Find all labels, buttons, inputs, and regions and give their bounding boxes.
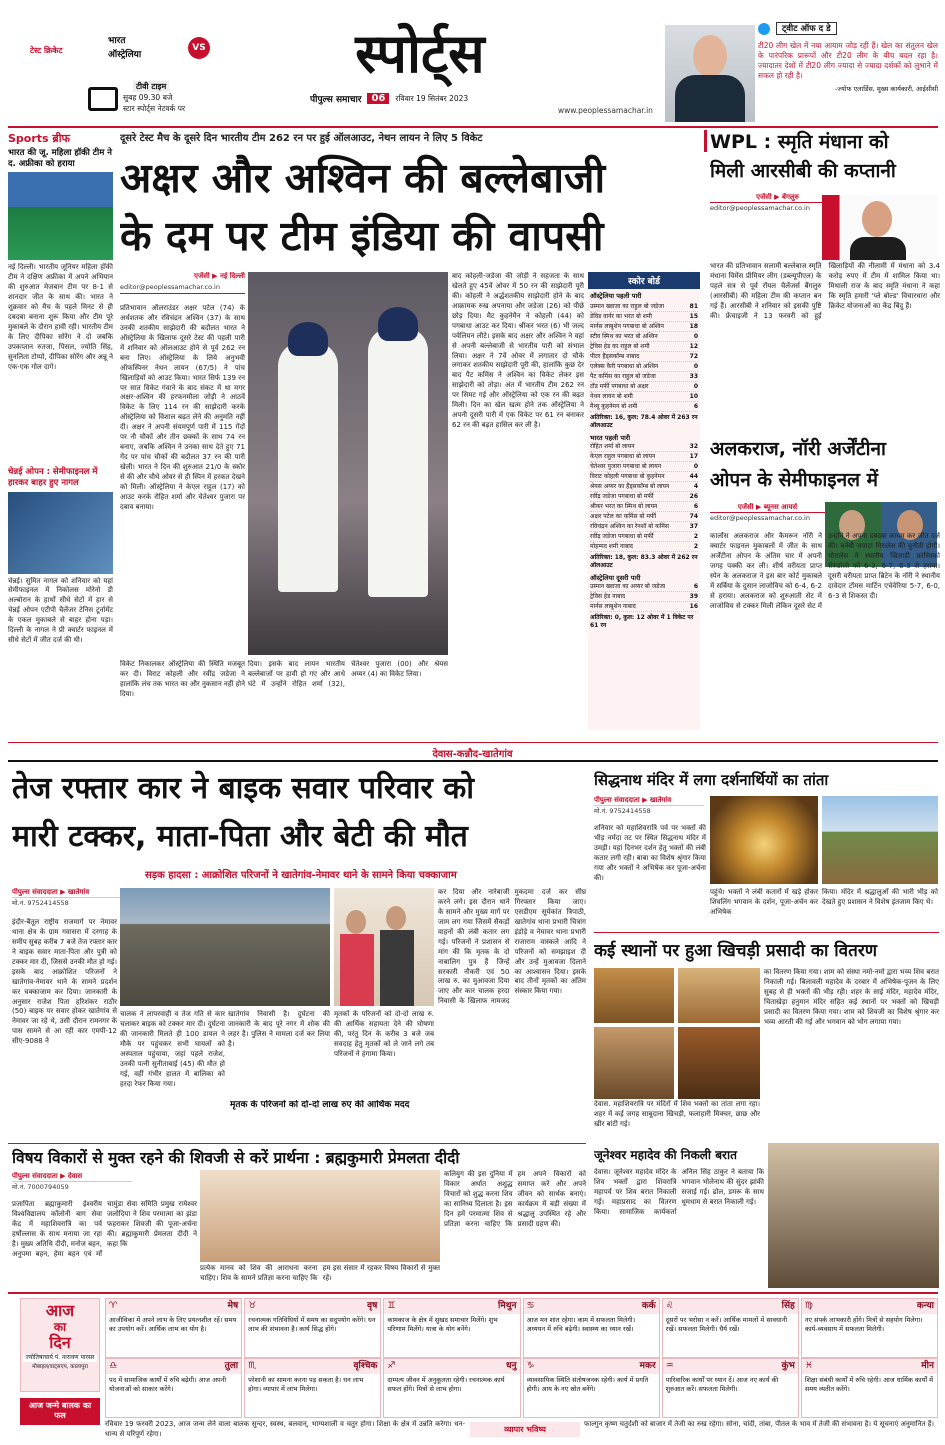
score-row bbox=[590, 362, 698, 372]
ind-innings-total: अतिरिक्त: 18, कुल: 83.3 ओवर में 262 रन ऑलआउट bbox=[590, 554, 698, 569]
sports-brief bbox=[8, 131, 113, 751]
alcaraz-text: कार्लोस अलकराज और कैमरून नॉरी ने क्वार्टर फाइनल मुकाबलों में जीत के साथ अर्जेंटीना ओपन के अंतिम चार में अपनी जगह पक्की कर ली। शीर्ष वरीयता प्राप्त स्पेन के अलकराज ने इस बार कोर्ट मुकाबले में सर्बिया के दुसान लाजोविच को 6-4, 6-2 से हराया। अलकराज को शुरुआती सेट में लाजोविच से टक्कर मिली लेकिन दूसरे सेट में उन्होंने ने अपना दबदबा कायम कर जीत दर्ज की। बर्नबी जपाटा मिरालेस की चुनौती होगी। मोरालेस ने स्थानीय खिलाड़ी फ्रांसिस्को सेरुंडोलो को 6-3, 6-7, 6-3 से हराया। दूसरी वरीयता प्राप्त ब्रिटेन के नॉरी ने स्थानीय दावेदार टॉमस मार्टिन एचेवेरिया 5-7, 6-0, 6-3 से शिकस्त दी। bbox=[710, 532, 940, 610]
runs: 6 bbox=[693, 403, 698, 410]
accident-text: इंदौर-बैतूल राष्ट्रीय राजमार्ग पर नेमावर थाना क्षेत्र के ग्राम गवासरा में दरगाह के समीप सुबह करीब 7 बजे तेज रफ्तार कार ने बाइक सवार माता-पिता और पुत्री को टक्कर मार दी, जिससे उनकी मौत हो गई। इसके बाद आक्रोशित परिजनों ने खातेगांव-नेमावर थाने के सामने प्रदर्शन कर चक्काजाम कर दिया। जानकारी के अनुसार राजेश पिता हरिशंकर राठौर (50) बाइक पर सवार होकर खातेगांव से नेमावर जा रहे थे, उसी दौरान रामनगर के पास सामने से आ रही कार एमपी-12 सीए-9088 ने bbox=[12, 918, 117, 1046]
rashi-text: नए संपर्क लाभकारी होंगे। मित्रों से सहयोग मिलेगा। कार्य-व्यवसाय में सफलता मिलेगी। bbox=[804, 1315, 923, 1333]
zodiac-icon: ♏ bbox=[248, 1361, 257, 1371]
twitter-icon bbox=[758, 23, 770, 35]
runs: 2 bbox=[693, 543, 698, 550]
batsman: मैथ्यू कुहनेमन बो शमी bbox=[590, 403, 638, 410]
paper-name: पीपुल्स समाचार bbox=[310, 95, 362, 105]
lead-col-bottom-1: दिया। इसके बाद लायन भारतीय बल्लेबाजों पर हावी हो गए और आधे घंटे में उन्होंने रोहित शर्मा (32), चेतेश्वर पुजारा (00) और श्रेयस अय्यर (4) का विकेट लिया। bbox=[248, 660, 448, 688]
team1: भारत bbox=[108, 36, 126, 46]
brahma-phone: मो.नं. 7000794059 bbox=[12, 1183, 69, 1191]
accident-text-5: कर दिया और नारेबाजी करने लगे। इस दौरान थाने के सामने और मुख्य मार्ग पर जाम लग गया जिसमें सैकड़ों वाहनों की लंबी कतार लग गई। परिजनों ने प्रशासन से मांग की कि मृतक के दो नाबालिग पुत्र हैं जिन्हें सरकारी नौकरी एवं 50 लाख रु. का मुआवजा दिया जाए और कार चालक हरदा निवासी के खिलाफ नामजद मुकदमा दर्ज कर सीघ्र गिरफ्तार किया जाए। एसडीएम सूर्यकांत त्रिपाठी, खातेगांव थाना प्रभारी चित्रांग इंडोड़े व नेमावर थाना प्रभारी राजाराम वास्कले आदि ने परिजनों को समझाइश दी और उन्हें मुआवजा दिलाने का आश्वासन दिया। इसके बाद तीनों मृतकों का अंतिम संस्कार किया गया। bbox=[438, 888, 586, 1006]
rashi-name: मकर bbox=[639, 1361, 656, 1371]
batsman: विराट कोहली पगबाधा बो कुहनेमन bbox=[590, 473, 665, 480]
temple-text: शनिवार को महाशिवरात्रि पर्व पर भक्तों की भीड़ नर्मदा तट पर स्थित सिद्धनाथ मंदिर में उमड़ी। यहां दिनभर दर्शन हेतु भक्तों की लंबी कतार लगी रही। बाबा का विशेष श्रृंगार किया गया और भक्तों ने अभिषेक कर पूजा-अर्चना की। bbox=[594, 824, 706, 882]
tweet-author: -ज्योफ एलार्डिस, मुख्य कार्यकारी, आईसीसी bbox=[834, 84, 938, 93]
alcaraz-headline-1: अलकराज, नॉरी अर्जेंटीना bbox=[710, 438, 886, 460]
batsman: नेथन लायन बो शमी bbox=[590, 393, 633, 400]
batsman: अक्षर पटेल का कमिंस बो मर्फी bbox=[590, 513, 657, 520]
score-row bbox=[590, 502, 698, 512]
score-row bbox=[590, 462, 698, 472]
score-row bbox=[590, 382, 698, 392]
aus-innings-rows bbox=[588, 302, 700, 412]
score-row bbox=[590, 442, 698, 452]
lead-headline-1: अक्षर और अश्विन की बल्लेबाजी bbox=[120, 154, 606, 202]
batsman: मार्नस लाबुशेन नाबाद bbox=[590, 603, 636, 610]
runs: 44 bbox=[689, 473, 698, 480]
born-today-text: रविवार 19 फरवरी 2023, आज जन्म लेने वाला बालक सुन्दर, स्वस्थ, बलवान्, भाग्यशाली व चतुर होगा। शिक्षा के क्षेत्र में उन्नति करेगा। धन-धान्य से परिपूर्ण रहेगा। bbox=[105, 1420, 465, 1438]
brahma-text-3: कलियुग की इस दुनिया में विकार अर्थात अशुद्ध विचारों को शुद्ध करना शिव का सानिध्य दिलाता है। इस दिन हमें परमात्मा शिव से प्रतिज्ञा करना चाहिए कि हम अपने विकारों को समाप्त करें और अपने जीवन को सार्थक बनाएं। कार्यक्रम में बड़ी संख्या में श्रद्धालु उपस्थित रहे और प्रसादी ग्रहण की। bbox=[444, 1170, 586, 1228]
khichdi-text: का वितरण किया गया। शाम को संस्था नमो-नमो द्वारा भव्य शिव बरात निकाली गई। बिलावली महादेव के दरबार में अभिषेक-पूजन के लिए सुबह से ही भक्तों की भीड़ रही। शहर के साई मंदिर, महादेव मंदिर, चिताखेड़ा हनुमान मंदिर सहित कई स्थानों पर भक्तों को खिचड़ी प्रसादी का वितरण किया गया। शाम को शिवजी का विशेष श्रृंगार कर भव्य आरती की गई और भगवान को भोग लगाया गया। bbox=[764, 968, 939, 1026]
lead-headline-2: के दम पर टीम इंडिया की वापसी bbox=[120, 212, 604, 260]
wpl-headline-2: मिली आरसीबी की कप्तानी bbox=[710, 160, 896, 182]
rashi-5 bbox=[801, 1298, 938, 1358]
khichdi-photo-4 bbox=[678, 1027, 760, 1099]
rashi-text: व्यावसायिक स्थिति संतोषजनक रहेगी। कार्य में प्रगति होगी। आय के नए स्रोत बनेंगे। bbox=[526, 1375, 649, 1393]
score-row bbox=[590, 302, 698, 312]
scoreboard-title: स्कोर बोर्ड bbox=[588, 272, 700, 289]
rashi-text: परेशानी का सामना करना पड़ सकता है। धन लाभ होगा। व्यापार में लाभ मिलेगा। bbox=[248, 1375, 364, 1393]
tennis-photo bbox=[8, 492, 113, 574]
masthead bbox=[290, 22, 550, 122]
family-photo bbox=[334, 888, 434, 1006]
batsman: रविचंद्रन अश्विन का रेनशॉ बो कमिंस bbox=[590, 523, 669, 530]
match-label: टेस्ट क्रिकेट bbox=[30, 46, 63, 55]
rashi-6 bbox=[105, 1358, 242, 1418]
vs-badge: VS bbox=[188, 37, 210, 59]
score-row bbox=[590, 532, 698, 542]
baraat-text: देवास। जूनेश्वर महादेव मंदिर के शिव भक्तों द्वारा शिवरात्रि महापर्व पर शिव बरात निकाली गई। महाप्रसाद का वितरण किया। सामाजिक कार्यकर्ता अनिल सिंह ठाकुर ने बताया कि भगवान भोलेनाथ की सुंदर झांकी सजाई गई। ढोल, डमरू के साथ धूमधाम से बरात निकाली गई। bbox=[594, 1168, 764, 1216]
zodiac-icon: ♎ bbox=[109, 1361, 118, 1371]
alcaraz-headline-2: ओपन के सेमीफाइनल में bbox=[710, 469, 879, 491]
rashi-name: मेष bbox=[227, 1301, 239, 1311]
brief-headline-1: भारत की जू. महिला हॉकी टीम ने द. अफ्रीका को हराया bbox=[8, 148, 113, 169]
temple-byline: पीपुल्स संवाददाता ▶ खातेगांव मो.नं. 9752414558 bbox=[594, 796, 704, 815]
batsman: चेतेश्वर पुजारा पगबाधा बो लायन bbox=[590, 463, 662, 470]
lead-byline: एजेंसी ▶ नई दिल्ली editor@peoplessamachar.co.in bbox=[120, 272, 245, 294]
batsman: टॉड मर्फी पगबाधा बो अक्षर bbox=[590, 383, 649, 390]
born-today-label: आज जन्मे बालक का फल bbox=[20, 1398, 100, 1425]
rashi-text: दूसरों पर भरोसा न करें। आर्थिक मामलों में सावधानी रखें। सफलता मिलेगी। धैर्य रखें। bbox=[665, 1315, 788, 1333]
brief-text-2: चेन्नई। सुमित नागल को शनिवार को यहां सेमीफाइनल में निकोलस मोरेनो डी अल्बोरान के हाथों सीधे सेटों में हार से चेन्नई ओपन एटीपी चैलेंजर टेनिस टूर्नामेंट के एकल मुकाबले से बाहर होना पड़ा। दिल्ली के नागल ने प्री क्वार्टर फाइनल में सीधे सेटों में जीत दर्ज की थी। bbox=[8, 576, 113, 645]
brief-label: Sports ब्रीफ bbox=[8, 132, 71, 145]
rashi-7 bbox=[244, 1358, 381, 1418]
rashi-2 bbox=[383, 1298, 520, 1358]
runs: 74 bbox=[689, 513, 698, 520]
runs: 6 bbox=[693, 503, 698, 510]
accident-headline-1: तेज रफ्तार कार ने बाइक सवार परिवार को bbox=[12, 771, 475, 806]
rashi-name: वृष bbox=[367, 1301, 378, 1311]
rashi-1 bbox=[244, 1298, 381, 1358]
score-row bbox=[590, 342, 698, 352]
score-row bbox=[590, 322, 698, 332]
tv-icon bbox=[88, 87, 118, 111]
accident-sub-2: मृतक के परिजनों को दो-दो लाख रुए की आर्थिक मदद bbox=[230, 1100, 430, 1112]
rashi-name: कर्क bbox=[641, 1301, 656, 1311]
tv-channel: स्टार स्पोर्ट्स नेटवर्क पर bbox=[123, 104, 186, 113]
runs: 2 bbox=[693, 533, 698, 540]
horoscope-title-box bbox=[20, 1298, 100, 1392]
khichdi-caption: देवास. महाशिवरात्रि पर मंदिरों में शिव भक्तों का तांता लगा रहा। शहर में कई जगह साबूदाना खिचड़ी, फलाहारी मिक्चर, छाछ और खीर बांटी गई। bbox=[594, 1100, 760, 1128]
batsman: उस्मान ख्वाजा का राहुल बो जडेजा bbox=[590, 303, 665, 310]
rashi-text: आज मन शांत रहेगा। काम में सफलता मिलेगी। अध्ययन में रुचि बढ़ेगी। स्वास्थ्य का ध्यान रखें। bbox=[526, 1315, 636, 1333]
rashi-name: कन्या bbox=[916, 1301, 934, 1311]
runs: 18 bbox=[689, 323, 698, 330]
runs: 10 bbox=[689, 393, 698, 400]
zodiac-icon: ♈ bbox=[109, 1301, 118, 1311]
runs: 37 bbox=[689, 523, 698, 530]
accident-sub: सड़क हादसा : आक्रोशित परिजनों ने खातेगांव-नेमावर थाने के सामने किया चक्काजाम bbox=[145, 870, 457, 881]
zodiac-icon: ♑ bbox=[526, 1361, 535, 1371]
team2: ऑस्ट्रेलिया bbox=[108, 50, 142, 60]
rashi-name: वृश्चिक bbox=[353, 1361, 378, 1371]
score-row bbox=[590, 372, 698, 382]
aus2-innings-title: ऑस्ट्रेलिया दूसरी पारी bbox=[590, 574, 641, 582]
score-row bbox=[590, 452, 698, 462]
temple-photo-1 bbox=[710, 796, 818, 884]
rashi-3 bbox=[523, 1298, 660, 1358]
rashi-text: रचनात्मक गतिविधियों में समय का सदुपयोग करेंगे। धन लाभ की संभावना है। कार्य सिद्ध होंगे। bbox=[248, 1315, 376, 1333]
accident-byline: पीपुल्स संवाददाता ▶ खातेगांव मो.नं. 9752414558 bbox=[12, 888, 132, 907]
zodiac-icon: ♒ bbox=[665, 1361, 674, 1371]
horoscope-title-1: आज bbox=[45, 1301, 75, 1320]
runs: 39 bbox=[689, 593, 698, 600]
score-row bbox=[590, 332, 698, 342]
tweet-box bbox=[758, 22, 938, 122]
wpl-text: भारत की प्रतिभावान सलामी बल्लेबाज स्मृति मंधाना विमेंस प्रीमियर लीग (डब्ल्यूपीएल) के पहले सत्र से पूर्व रॉयल चैलेंजर्स बैंगलुरु (आरसीबी) की महिला टीम की कप्तान बन गई हैं। आरसीबी ने शनिवार को इसकी पुष्टि की। फ्रेंचाइजी ने 13 फरवरी को हुई खिलाड़ियों की नीलामी में मंधाना को 3.4 करोड़ रुपए में टीम में शामिल किया था। मिथाली राज के बाद स्मृति मंधाना ने कहा कि स्मृति हमारी 'प्ले बोल्ड' विचारधारा और क्रिकेट योजनाओं का केंद्र बिंदु हैं। bbox=[710, 262, 940, 320]
score-row bbox=[590, 482, 698, 492]
runs: 12 bbox=[689, 343, 698, 350]
match-box bbox=[8, 25, 213, 125]
baraat-photo bbox=[768, 1143, 939, 1288]
brahma-photo bbox=[200, 1170, 440, 1262]
astrologer-address: मोबाइल/वाट्सएप, कालापुरा bbox=[32, 1363, 88, 1370]
accident-text-3: खातेगांव निवासी है। दुर्घटना की जानकारी के बाद पूरे नगर में शोक की लहर है। पुलिस ने मामला दर्ज कर लिया है। bbox=[228, 1010, 330, 1048]
runs: 16 bbox=[689, 603, 698, 610]
batsman: ट्रेविस हेड का राहुल बो शमी bbox=[590, 343, 650, 350]
zodiac-icon: ♋ bbox=[526, 1301, 535, 1311]
runs: 17 bbox=[689, 453, 698, 460]
rashi-8 bbox=[383, 1358, 520, 1418]
batsman: रवींद्र जडेजा पगबाधा बो मर्फी bbox=[590, 533, 654, 540]
website[interactable]: www.peoplessamachar.in bbox=[558, 106, 653, 115]
rashi-name: सिंह bbox=[781, 1301, 795, 1311]
aus2-innings-rows bbox=[588, 582, 700, 612]
batsman: श्रेयस अय्यर का हैंड्सकॉम्ब बो लायन bbox=[590, 483, 670, 490]
wpl-byline: एजेंसी ▶ बेंगलुरु editor@peoplessamachar.co.in bbox=[710, 193, 845, 213]
rashi-name: तुला bbox=[224, 1361, 239, 1371]
batsman: स्टीव स्मिथ का भरत बो अश्विन bbox=[590, 333, 658, 340]
runs: 0 bbox=[693, 383, 698, 390]
crowd-photo bbox=[120, 888, 330, 1006]
khichdi-photo-1 bbox=[594, 968, 674, 1023]
rashi-text: दाम्पत्य जीवन में अनुकूलता रहेगी। रचनात्मक कार्य सफल होंगे। मित्रों से लाभ होगा। bbox=[387, 1375, 505, 1393]
score-row bbox=[590, 582, 698, 592]
batsman: ट्रेविस हेड नाबाद bbox=[590, 593, 626, 600]
horoscope-title-3: दिन bbox=[49, 1333, 71, 1352]
rashi-text: पारिवारिक कार्यों पर ध्यान दें। आज नए कार्य की शुरुआत करें। सफलता मिलेगी। bbox=[665, 1375, 779, 1393]
brahma-headline: विषय विकारों से मुक्त रहने की शिवजी से करें प्रार्थना : ब्रह्मकुमारी प्रेमलता दीदी bbox=[12, 1149, 460, 1167]
batsman: रवींद्र जडेजा पगबाधा बो मर्फी bbox=[590, 493, 654, 500]
khichdi-photo-2 bbox=[678, 968, 760, 1023]
score-row bbox=[590, 402, 698, 412]
batsman: पीटर हैंड्सकॉम्ब नाबाद bbox=[590, 353, 640, 360]
batsman: उस्मान ख्वाजा का अय्यर बो जडेजा bbox=[590, 583, 666, 590]
batsman: रोहित शर्मा बो लायन bbox=[590, 443, 635, 450]
tv-label: टीवी टाइम bbox=[133, 81, 169, 92]
rashi-0 bbox=[105, 1298, 242, 1358]
astrologer-name: ज्योतिषाचार्य पं. नारायण पारसर bbox=[23, 1354, 97, 1362]
accident-phone: मो.नं. 9752414558 bbox=[12, 899, 69, 907]
wpl-headline-1: WPL : स्मृति मंधाना को bbox=[710, 131, 889, 153]
section-label: देवास-कन्नौद-खातेगांव bbox=[432, 749, 513, 760]
tweet-text: टी20 लीग खेल में नया आयाम जोड़ रही हैं। खेल का संतुलन खेल के पारंपरिक प्रारूपों और टी20 लीग के बीच बदल रहा है। ज्यादातर देशों में टी20 लीग ज्यादा से ज्यादा दर्शकों को लुभाने में सफल हो रही है। bbox=[758, 41, 938, 81]
aus-innings-title: ऑस्ट्रेलिया पहली पारी bbox=[590, 292, 642, 300]
lead-kicker: दूसरे टेस्ट मैच के दूसरे दिन भारतीय टीम 262 रन पर हुई ऑलआउट, नेथन लायन ने लिए 5 विकेट bbox=[120, 133, 483, 144]
rashi-9 bbox=[523, 1358, 660, 1418]
batsman: पैट कमिंस का राहुल बो जडेजा bbox=[590, 373, 656, 380]
score-row bbox=[590, 312, 698, 322]
rashi-11 bbox=[801, 1358, 938, 1418]
khichdi-photo-3 bbox=[594, 1027, 674, 1099]
rashi-4 bbox=[662, 1298, 799, 1358]
horoscope-title-2: का bbox=[53, 1320, 67, 1334]
brahma-text-2: प्रत्येक मानव को शिव की आराधना करना चाहिए। शिव के सामने प्रतिज्ञा करना चाहिए कि हम इस संसार में रहकर विषय विकारों से मुक्त रहें। bbox=[200, 1264, 440, 1282]
accident-headline-2: मारी टक्कर, माता-पिता और बेटी की मौत bbox=[12, 819, 468, 854]
runs: 0 bbox=[693, 463, 698, 470]
runs: 26 bbox=[689, 493, 698, 500]
rashi-text: पद में सामाजिक कार्यों में रुचि बढ़ेगी। आज अपनी योजनाओं को साकार करेंगे। bbox=[109, 1375, 227, 1393]
wpl-email: editor@peoplessamachar.co.in bbox=[710, 202, 845, 213]
temple-headline: सिद्धनाथ मंदिर में लगा दर्शनार्थियों का तांता bbox=[594, 771, 829, 789]
temple-text-3: किया। मंदिर में श्रद्धालुओं की भारी भीड़ को देखते हुए प्रशासन ने विशेष इंतजाम किए थे। bbox=[822, 888, 938, 906]
brahma-text: प्रजापिता ब्रह्माकुमारी ईश्वरीय विश्वविद्यालय कॉलोनी बाग सेवा केंद्र में महाशिवरात्रि का पर्व हर्षोल्लास के साथ मनाया जा रहा है। मुख्य अतिथि दीदी, मनोज बहन, अनुपमा बहन, हेमा बहन एवं माँ चामुंडा सेवा समिति प्रमुख रामेश्वर जलोदिया ने शिव परमात्मा का झंडा फहराकर शिवजी की पूजा-अर्चना की। ब्रह्माकुमारी प्रेमलता दीदी ने कहा कि bbox=[12, 1200, 197, 1258]
batsman: श्रीकर भरत का स्मिथ बो लायन bbox=[590, 503, 658, 510]
lead-email: editor@peoplessamachar.co.in bbox=[120, 281, 245, 294]
rashi-10 bbox=[662, 1358, 799, 1418]
batsman: मोहम्मद शमी नाबाद bbox=[590, 543, 633, 550]
trade-text: फाल्गुन कृष्ण चतुर्दशी को बाजार में तेजी का रुख रहेगा। सोना, चांदी, तांबा, पीतल के भाव में तेजी की संभावना है। ये सूचनाएं अनुमानित हैं। bbox=[584, 1420, 935, 1428]
scoreboard bbox=[588, 272, 700, 730]
score-row bbox=[590, 472, 698, 482]
zodiac-icon: ♉ bbox=[248, 1301, 257, 1311]
lead-col-bottom-2: विकेट निकालकर ऑस्ट्रेलिया की स्थिति मजबूत कर दी। विराट कोहली और रवींद्र जडेजा ने हालांकि लंच तक भारत का और नुकसान नहीं होने दिया। bbox=[120, 660, 245, 698]
date: रविवार 19 सितंबर 2023 bbox=[395, 93, 469, 103]
runs: 81 bbox=[689, 303, 698, 310]
aus2-innings-total: अतिरिक्त: 0, कुल: 12 ओवर में 1 विकेट पर 61 रन bbox=[590, 614, 694, 629]
alcaraz-email: editor@peoplessamachar.co.in bbox=[710, 512, 825, 523]
runs: 0 bbox=[693, 363, 698, 370]
temple-photo-2 bbox=[822, 796, 938, 884]
zodiac-icon: ♓ bbox=[804, 1361, 813, 1371]
rashi-text: कामकाज के क्षेत्र में सुखद समाचार मिलेंगे। शुभ परिणाम मिलेंगे। यात्रा के योग बनेंगे। bbox=[387, 1315, 498, 1333]
trade-label: व्यापार भविष्य bbox=[470, 1422, 580, 1437]
score-row bbox=[590, 352, 698, 362]
khichdi-headline: कई स्थानों पर हुआ खिचड़ी प्रसादी का वितरण bbox=[594, 941, 878, 961]
accident-text-2: चालक ने लापरवाही व तेज गति से कार चलाकर बाइक को टक्कर मार दी। दुर्घटना की जानकारी मिलते ही 100 डायल ने मौके पर पहुंचकर सभी घायलों को अस्पताल पहुंचाया, जहां पहले राजेश, उनकी पत्नी सुनीताबाई (45) की मौत हो गई, वहीं गंभीर हालत में बालिका को हरदा रेफर किया गया। bbox=[120, 1010, 225, 1088]
brief-headline-2: चेन्नई ओपन : सेमीफाइनल में हारकर बाहर हुए नागल bbox=[8, 467, 98, 488]
tweet-label: ट्वीट ऑफ द डे bbox=[776, 22, 837, 35]
hockey-photo bbox=[8, 172, 113, 260]
ind-innings-rows bbox=[588, 442, 700, 552]
score-row bbox=[590, 492, 698, 502]
ind-innings-title: भारत पहली पारी bbox=[590, 434, 631, 442]
tv-time: सुबह 09.30 बजे bbox=[123, 93, 173, 102]
runs: 33 bbox=[689, 373, 698, 380]
score-row bbox=[590, 602, 698, 612]
portrait-photo bbox=[665, 25, 755, 122]
zodiac-icon: ♍ bbox=[804, 1301, 813, 1311]
runs: 32 bbox=[689, 443, 698, 450]
rashi-text: आजीविका में अपने लाभ के लिए प्रयत्नशील रहें। समय का उपयोग करें। आर्थिक लाभ का योग है। bbox=[109, 1315, 237, 1333]
rashi-name: धनु bbox=[505, 1361, 517, 1371]
page-number: 06 bbox=[367, 93, 389, 104]
rashi-name: मीन bbox=[921, 1361, 934, 1371]
batsman: केएल राहुल पगबाधा बो लायन bbox=[590, 453, 656, 460]
rashi-text: शिक्षा संबंधी कार्यों में रुचि रहेगी। आज धार्मिक कार्यों में समय व्यतीत करेंगे। bbox=[804, 1375, 934, 1393]
zodiac-icon: ♌ bbox=[665, 1301, 674, 1311]
cricket-photo bbox=[248, 272, 448, 655]
score-row bbox=[590, 522, 698, 532]
score-row bbox=[590, 542, 698, 552]
aus-innings-total: अतिरिक्त: 16, कुल: 78.4 ओवर में 263 रन ऑलआउट bbox=[590, 414, 698, 429]
accident-text-4: मृतकों के परिजनों को दो-दो लाख रु. की आर्थिक सहायता देने की घोषणा की, परंतु दिन के करीब 3 बजे जब सवदाह हेतु मृतकों को ले जाने लगे तब परिजनों ने हंगामा किया। bbox=[334, 1010, 434, 1058]
rashi-name: मिथुन bbox=[498, 1301, 517, 1311]
section-title: स्पोर्ट्स bbox=[355, 22, 485, 85]
score-row bbox=[590, 392, 698, 402]
baraat-headline: जूनेश्वर महादेव की निकली बरात bbox=[594, 1148, 737, 1162]
lead-col-2: बाद कोहली-जडेजा की जोड़ी ने सहजता के साथ खेलते हुए 45वें ओवर में 50 रन की साझेदारी पूरी की। कोहली ने अर्द्धशतकीय साझेदारी होने के बाद आक्रामक रुख अपनाया और जडेजा (26) को पीछे छोड़ दिया। मैट कुहनेमैन ने कोहली (44) को पगबाधा आउट कर दिया। श्रीकर भरत (6) भी जल्द पवेलियन लौटे। इसके बाद अक्षर और अश्विन ने वहां से अपनी बल्लेबाजी से भारतीय पारी को संभाल लिया। अक्षर ने 7वें ओवर में लगातार दो चौके लगाकर शतकीय साझेदारी पूरी की, हालांकि कुछ देर बाद पैट कमिंस ने अश्विन का विकेट लेकर इस साझेदारी को तोड़ा। अंत में भारतीय टीम 262 रन पर सिमट गई और ऑस्ट्रेलिया को एक रन की बढ़त मिली। दिन का खेल खत्म होने तक ऑस्ट्रेलिया ने अपनी दूसरी पारी में एक विकेट पर 61 रन बनाकर 62 रन की बढ़त हासिल कर ली है। bbox=[452, 272, 584, 430]
runs: 0 bbox=[693, 333, 698, 340]
alcaraz-byline: एजेंसी ▶ ब्यूनस आयर्स editor@peoplessamachar.co.in bbox=[710, 503, 825, 523]
brief-text-1: नई दिल्ली। भारतीय जूनियर महिला हॉकी टीम ने दक्षिण अफ्रीका में अपने अभियान की शुरुआत मेजबान टीम पर 8-1 से शानदार जीत के साथ की। भारत ने शुक्रवार को मैच के पहले मिनट से ही दबदबा बनाना शुरू किया और टीम पूरे मुकाबले के दौरान हावी रही। भारतीय टीम के लिए दीपिका सोरेंग ने दो जबकि उपकप्तान रुतजा, पिसल, ज्योति सिंह, सुनलिता टोप्पो, दीपिका सोरेंग और अन्नू ने एक-एक गोल दागे। bbox=[8, 263, 113, 371]
lead-col-1: प्रतिभावान ऑलराउंडर अक्षर पटेल (74) के अर्धशतक और रविचंद्रन अश्विन (37) के साथ उनकी शतकीय साझेदारी की बदौलत भारत ने ऑस्ट्रेलिया के खिलाफ दूसरे टेस्ट की पहली पारी में शनिवार को ऑलआउट होने से पूर्व 262 रन बना लिए। ऑस्ट्रेलिया के लिये अनुभवी ऑफस्पिनर नेथन लायन (67/5) ने पांच खिलाड़ियों को आउट किया। भारत सिर्फ 139 रन पर सात विकेट गंवाने के बाद संकट में था मगर अक्षर-अश्विन की हरफनमौला जोड़ी ने आठवें विकेट के लिए 114 रन की साझेदारी करके ऑस्ट्रेलिया को विशाल बढ़त लेने की अनुमति नहीं दी। अक्षर ने अपनी संयमपूर्ण पारी में 115 गेंदों पर नौ चौकों और तीन छक्कों के साथ 74 रन बनाए, जबकि अश्विन ने उनका साथ देते हुए 71 गेंद पर पांच चौकों की बदौलत 37 रन की पारी खेली। भारत ने दिन की शुरुआत 21/0 के स्कोर से की और चौथे ओवर से ही स्पिन में हरकत देखने को मिली। ऑस्ट्रेलिया ने केएल राहुल (17) को आउट करके रोहित शर्मा और चेतेश्वर पुजारा पर दबाव बनाया। bbox=[120, 304, 245, 511]
rashi-name: कुंभ bbox=[781, 1361, 795, 1371]
temple-text-2: पहुंचे। भक्तों ने लंबी कतारों में खड़े होकर शिवलिंग भगवान के दर्शन, पूजा-अर्चन कर अभिषेक bbox=[710, 888, 818, 916]
runs: 4 bbox=[693, 483, 698, 490]
score-row bbox=[590, 592, 698, 602]
brahma-byline: पीपुल्स संवाददाता ▶ देवास मो.नं. 7000794059 bbox=[12, 1172, 132, 1191]
temple-phone: मो.नं. 9752414558 bbox=[594, 807, 651, 815]
zodiac-icon: ♐ bbox=[387, 1361, 396, 1371]
runs: 72 bbox=[689, 353, 698, 360]
runs: 6 bbox=[693, 583, 698, 590]
zodiac-icon: ♊ bbox=[387, 1301, 396, 1311]
score-row bbox=[590, 512, 698, 522]
runs: 15 bbox=[689, 313, 698, 320]
batsman: एलेक्स कैरी पगबाधा बो अश्विन bbox=[590, 363, 659, 370]
batsman: मार्नस लाबुशेन पगबाधा बो अश्विन bbox=[590, 323, 664, 330]
batsman: डेविड वार्नर का भरत बो शमी bbox=[590, 313, 652, 320]
horoscope-signs bbox=[105, 1298, 938, 1418]
